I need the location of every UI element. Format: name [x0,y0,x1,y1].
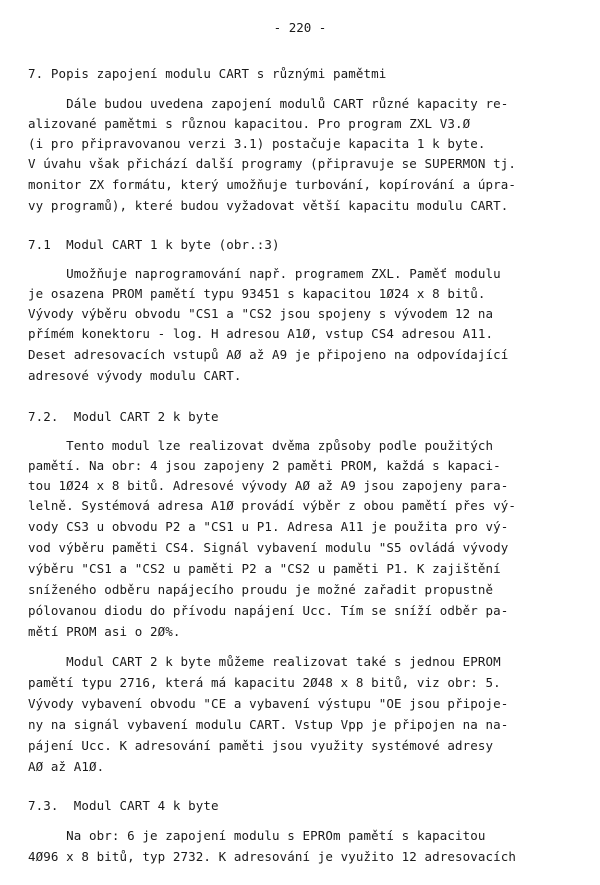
text-line: pamětí typu 2716, která má kapacitu 2Ø48 x 8 bitů, viz obr: 5. [28,675,501,690]
text-line: přímém konektoru - log. H adresou A1Ø, vstup CS4 adresou A11. [28,326,494,341]
text-line: Na obr: 6 je zapojení modulu s EPROm pamětí s kapacitou [28,828,486,843]
text-line: je osazena PROM pamětí typu 93451 s kapacitou 1Ø24 x 8 bitů. [28,286,486,301]
heading-7-2: 7.2. Modul CART 2 k byte [28,409,219,424]
text-line: vod výběru paměti CS4. Signál vybavení modulu "S5 ovládá vývody [28,540,509,555]
text-line: (i pro připravovanou verzi 3.1) postačuje kapacita 1 k byte. [28,136,486,151]
text-line: 4Ø96 x 8 bitů, typ 2732. K adresování je využito 12 adresovacích [28,849,517,864]
text-line: V úvahu však přichází další programy (připravuje se SUPERMON tj. [28,156,517,171]
text-line: Vývody výběru obvodu "CS1 a "CS2 jsou spojeny s vývodem 12 na [28,306,494,321]
text-line: Vývody vybavení obvodu "CE a vybavení výstupu "OE jsou připoje- [28,696,509,711]
text-line: alizované pamětmi s různou kapacitou. Pro program ZXL V3.Ø [28,116,471,131]
text-line: lelně. Systémová adresa A1Ø provádí výběr z obou pamětí přes vý- [28,498,517,513]
heading-7-1: 7.1 Modul CART 1 k byte (obr.:3) [28,237,280,252]
text-line: tou 1Ø24 x 8 bitů. Adresové vývody AØ až A9 jsou zapojeny para- [28,478,509,493]
text-line: vy programů), které budou vyžadovat větší kapacitu modulu CART. [28,198,509,213]
text-line: ny na signál vybavení modulu CART. Vstup Vpp je připojen na na- [28,717,509,732]
text-line: Tento modul lze realizovat dvěma způsoby podle použitých [28,438,494,453]
text-line: pólovanou diodu do přívodu napájení Ucc. Tím se sníží odběr pa- [28,603,509,618]
text-line: monitor ZX formátu, který umožňuje turbování, kopírování a úpra- [28,177,517,192]
heading-7-3: 7.3. Modul CART 4 k byte [28,798,219,813]
text-line: Deset adresovacích vstupů AØ až A9 je připojeno na odpovídající [28,347,509,362]
text-line: mětí PROM asi o 2Ø%. [28,624,181,639]
text-line: pamětí. Na obr: 4 jsou zapojeny 2 paměti PROM, každá s kapaci- [28,458,501,473]
page-number: - 220 - [273,20,327,35]
text-line: AØ až A1Ø. [28,759,105,774]
text-line: Dále budou uvedena zapojení modulů CART různé kapacity re- [28,96,509,111]
text-line: Modul CART 2 k byte můžeme realizovat také s jednou EPROM [28,654,501,669]
text-line: Umožňuje naprogramování např. programem ZXL. Paměť modulu [28,266,501,281]
text-line: pájení Ucc. K adresování paměti jsou využity systémové adresy [28,738,494,753]
text-line: výběru "CS1 a "CS2 u paměti P2 a "CS2 u paměti P1. K zajištění [28,561,501,576]
heading-7: 7. Popis zapojení modulu CART s různými pamětmi [28,66,387,81]
text-line: adresové vývody modulu CART. [28,368,242,383]
text-line: sníženého odběru napájecího proudu je možné zařadit propustně [28,582,494,597]
text-line: vody CS3 u obvodu P2 a "CS1 u P1. Adresa A11 je použita pro vý- [28,519,509,534]
